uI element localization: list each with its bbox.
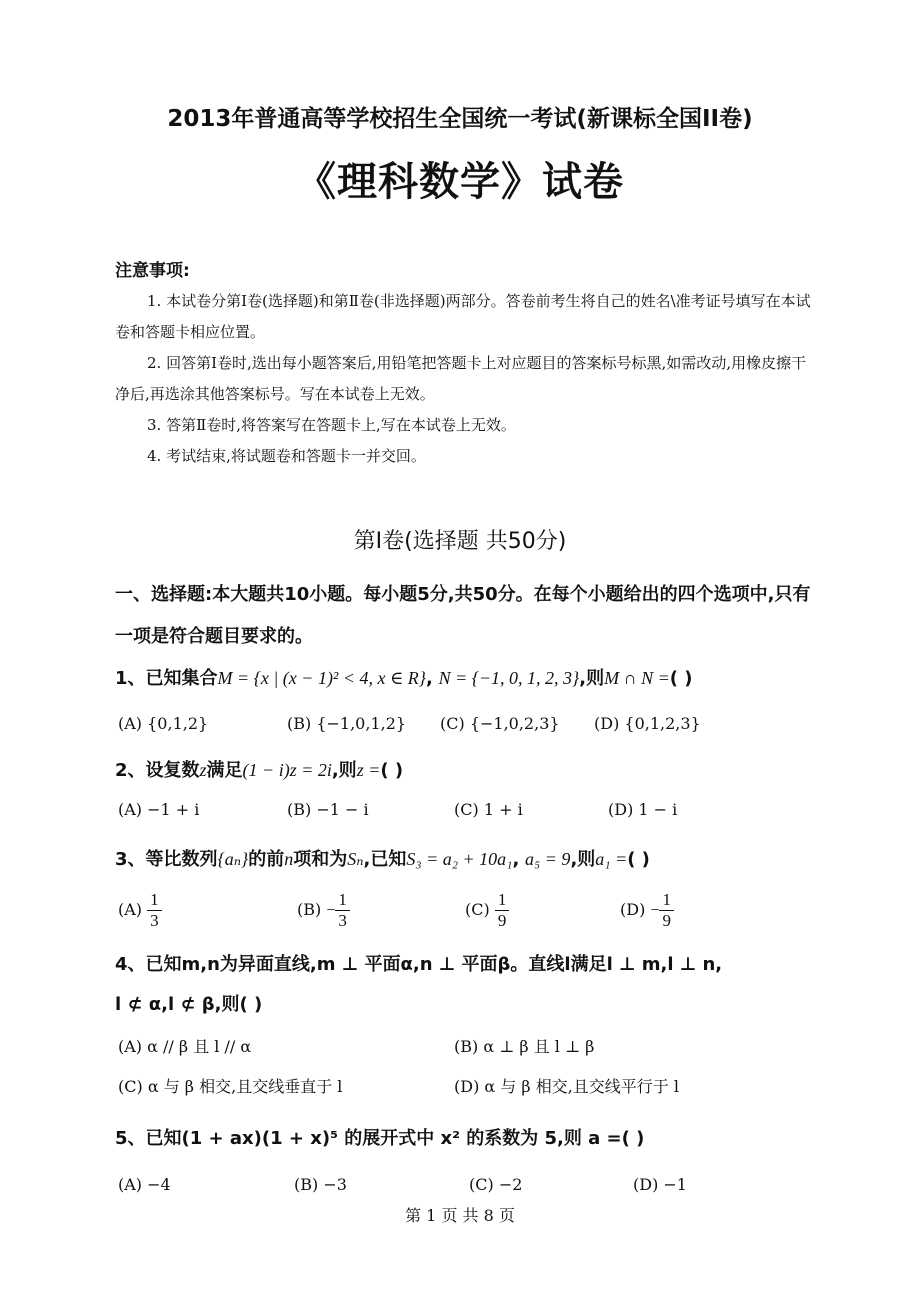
question-1 [115,664,693,690]
q1-sep: , [425,668,433,689]
q3-eq2: a₅ = 9 [525,849,571,869]
q3-option-fraction: $\frac{1}{9}$ [659,890,674,931]
q3-option-label: (C) [465,900,490,919]
q3-option-a [118,890,162,931]
question-5: 5、已知(1 + ax)(1 + x)⁵ 的展开式中 x² 的系数为 5,则 a =( ) [115,1128,645,1149]
q2-prefix: 2、设复数 [115,760,200,781]
exam-title: 2013年普通高等学校招生全国统一考试(新课标全国II卷) [167,106,753,132]
q3-mid1: 的前 [248,849,285,870]
q1-option-d: (D) {0,1,2,3} [594,714,701,733]
question-4-line-2: l ⊄ α,l ⊄ β,则( ) [115,994,263,1015]
q1-option-b: (B) {−1,0,1,2} [287,714,407,733]
q3-prefix: 3、等比数列 [115,849,218,870]
q3-seq: {aₙ} [217,849,249,869]
q3-option-fraction: $\frac{1}{3}$ [335,890,350,931]
q3-then: ,则 [570,849,596,870]
question-4-line-1: 4、已知m,n为异面直线,m ⊥ 平面α,n ⊥ 平面β。直线l满足l ⊥ m,l ⊥ n, [115,954,723,975]
q3-n: n [284,849,294,869]
q3-option-c [465,890,509,931]
notice-item: 1. 本试卷分第Ⅰ卷(选择题)和第Ⅱ卷(非选择题)两部分。答卷前考生将自己的姓名\准考证号填写在本试卷和答题卡相应位置。 [115,292,811,341]
q2-eq: (1 − i)z = 2i [242,760,332,780]
q1-option-a: (A) {0,1,2} [118,714,209,733]
q3-option-d [620,890,674,931]
notice-item: 2. 回答第Ⅰ卷时,选出每小题答案后,用铅笔把答题卡上对应题目的答案标号标黑,如需改动,用橡皮擦干净后,再选涂其他答案标号。写在本试卷上无效。 [115,354,807,403]
q3-blank: ( ) [627,849,650,870]
q4-option-b: (B) α ⊥ β 且 l ⊥ β [454,1037,595,1056]
q1-set-n: N = {−1, 0, 1, 2, 3} [438,668,580,688]
q3-sep: , [512,849,520,870]
q3-eq1: S₃ = a₂ + 10a₁ [406,849,513,869]
q3-mid3: ,已知 [363,849,407,870]
q2-option-d: (D) 1 − i [608,800,678,819]
question-2 [115,756,403,782]
q1-blank: ( ) [669,668,693,689]
q2-option-b: (B) −1 − i [287,800,369,819]
q3-mid2: 项和为 [293,849,348,870]
q2-option-a: (A) −1 + i [118,800,200,819]
q3-option-label: (D) [620,900,646,919]
q2-blank: ( ) [380,760,404,781]
exam-subject-title: 《理科数学》试卷 [296,159,624,205]
q1-set-m: M = {x | (x − 1)² < 4, x ∈ R} [217,668,426,688]
q3-option-fraction: $\frac{1}{9}$ [495,890,510,931]
q1-prefix: 1、已知集合 [115,668,218,689]
q2-option-c: (C) 1 + i [454,800,523,819]
section-intro: 一、选择题:本大题共10小题。每小题5分,共50分。在每个小题给出的四个选项中,只有一项是符合题目要求的。 [115,584,811,647]
q3-option-label: (B) [297,900,322,919]
q3-sn: Sₙ [347,849,364,869]
notice-item: 4. 考试结束,将试题卷和答题卡一并交回。 [147,447,426,465]
q3-option-sign: − [650,902,660,919]
q2-expr: z = [356,760,381,780]
notice-list [115,286,815,472]
volume-title: 第Ⅰ卷(选择题 共50分) [353,529,567,554]
q2-mid: 满足 [206,760,243,781]
q4-option-d: (D) α 与 β 相交,且交线平行于 l [454,1077,680,1096]
q5-option-b: (B) −3 [294,1175,347,1194]
q3-option-b [297,890,350,931]
q1-option-c: (C) {−1,0,2,3} [440,714,560,733]
notice-item: 3. 答第Ⅱ卷时,将答案写在答题卡上,写在本试卷上无效。 [147,416,516,434]
q5-option-a: (A) −4 [118,1175,171,1194]
q3-expr: a₁ = [595,849,628,869]
notice-heading: 注意事项: [115,261,190,281]
q2-then: ,则 [331,760,357,781]
q5-option-d: (D) −1 [633,1175,687,1194]
q5-option-c: (C) −2 [469,1175,523,1194]
question-3 [115,845,650,871]
q4-option-a: (A) α // β 且 l // α [118,1037,252,1056]
q3-option-label: (A) [118,900,143,919]
q2-z: z [199,760,207,780]
q1-mid: ,则 [579,668,605,689]
q3-option-fraction: $\frac{1}{3}$ [147,890,162,931]
q1-expr: M ∩ N = [604,668,670,688]
q3-option-sign: − [326,902,336,919]
q4-option-c: (C) α 与 β 相交,且交线垂直于 l [118,1077,343,1096]
page-footer: 第 1 页 共 8 页 [405,1206,515,1225]
